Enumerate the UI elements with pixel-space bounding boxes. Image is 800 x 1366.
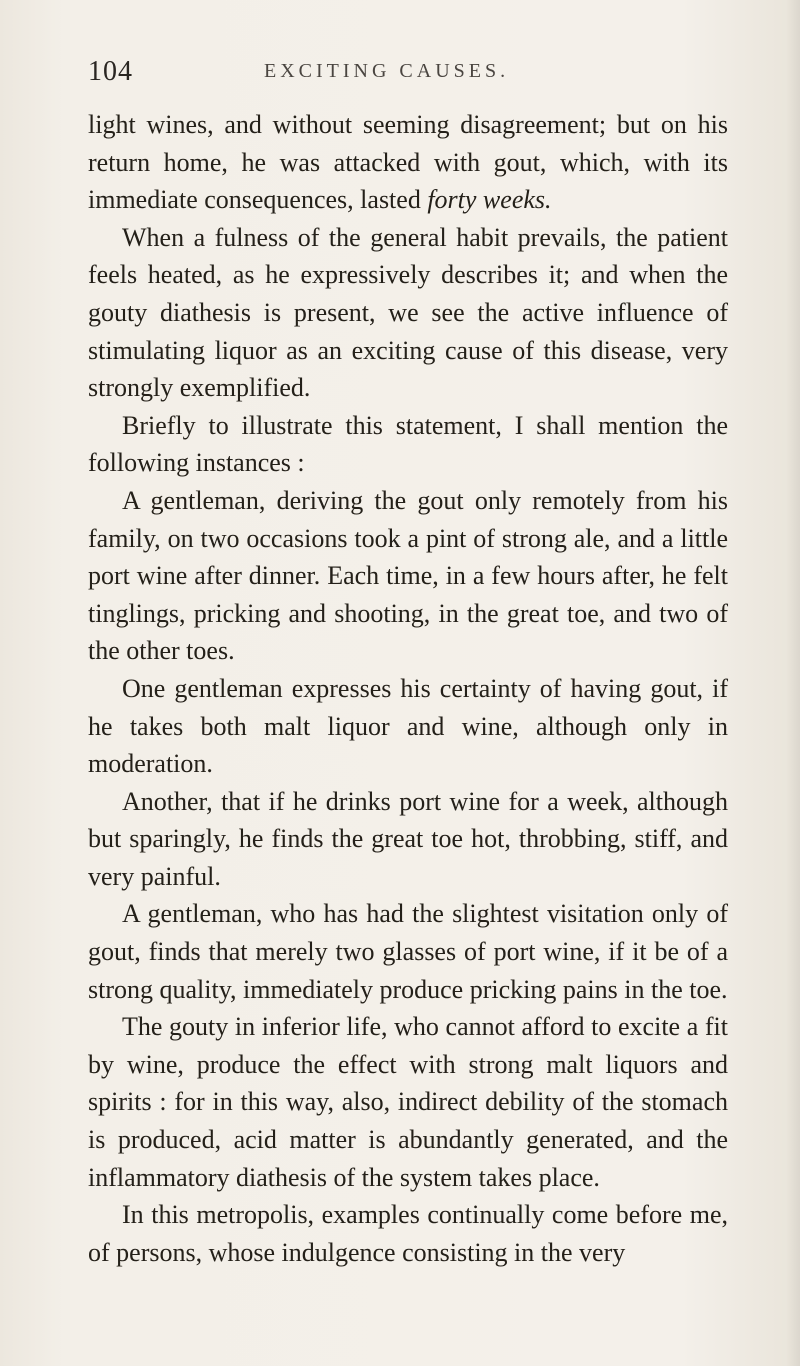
paragraph-5 [88,670,728,783]
paragraph-5-text: One gentleman expresses his certainty of having gout, if he takes both malt liquor and wine, although only in moderation. [88,673,728,779]
paragraph-9-text: In this metropolis, examples continually come before me, of persons, whose indulgence consisting in the very [88,1200,728,1267]
paragraph-7 [88,895,728,1008]
paragraph-6 [88,783,728,896]
paragraph-6-text: Another, that if he drinks port wine for a week, although but sparingly, he finds the great toe hot, throbbing, stiff, and very painful. [88,786,728,891]
paragraph-2-text: When a fulness of the general habit prevails, the patient feels heated, as he expressively describes it; and when the gouty diathesis is present, we see the active influence of stimulating liquor as an exciting cause of this disease, very strongly exemplified. [88,222,728,403]
page-edge-shadow [786,0,800,1366]
paragraph-2 [88,219,728,407]
paragraph-8-text: The gouty in inferior life, who cannot afford to excite a fit by wine, produce the effect with strong malt liquors and spirits : for in this way, also, indirect debility of the stomach is produced, acid matter is abundantly generated, and the inflammatory diathesis of the system takes place. [88,1012,728,1192]
running-head: EXCITING CAUSES. [264,60,510,82]
paragraph-3 [88,407,728,482]
page-number: 104 [88,56,133,87]
paragraph-1-italic: forty weeks. [427,185,552,215]
paragraph-9 [88,1196,728,1271]
paragraph-8 [88,1008,728,1196]
paragraph-7-text: A gentleman, who has had the slightest visitation only of gout, finds that merely two glasses of port wine, if it be of a strong quality, immediately produce pricking pains in the toe. [88,899,728,1004]
paragraph-3-text: Briefly to illustrate this statement, I shall mention the following instances : [88,410,728,478]
paragraph-1 [88,106,728,219]
paragraph-1-text: light wines, and without seeming disagreement; but on his return home, he was attacked with gout, which, with its immediate consequences, lasted [88,110,728,215]
paragraph-4-text: A gentleman, deriving the gout only remotely from his family, on two occasions took a pint of strong ale, and a little port wine after dinner. Each time, in a few hours after, he felt tinglings, pricking and shooting, in the great toe, and two of the other toes. [88,485,728,666]
paragraph-4 [88,482,728,670]
page-header [88,56,728,96]
body-text [88,106,728,1271]
